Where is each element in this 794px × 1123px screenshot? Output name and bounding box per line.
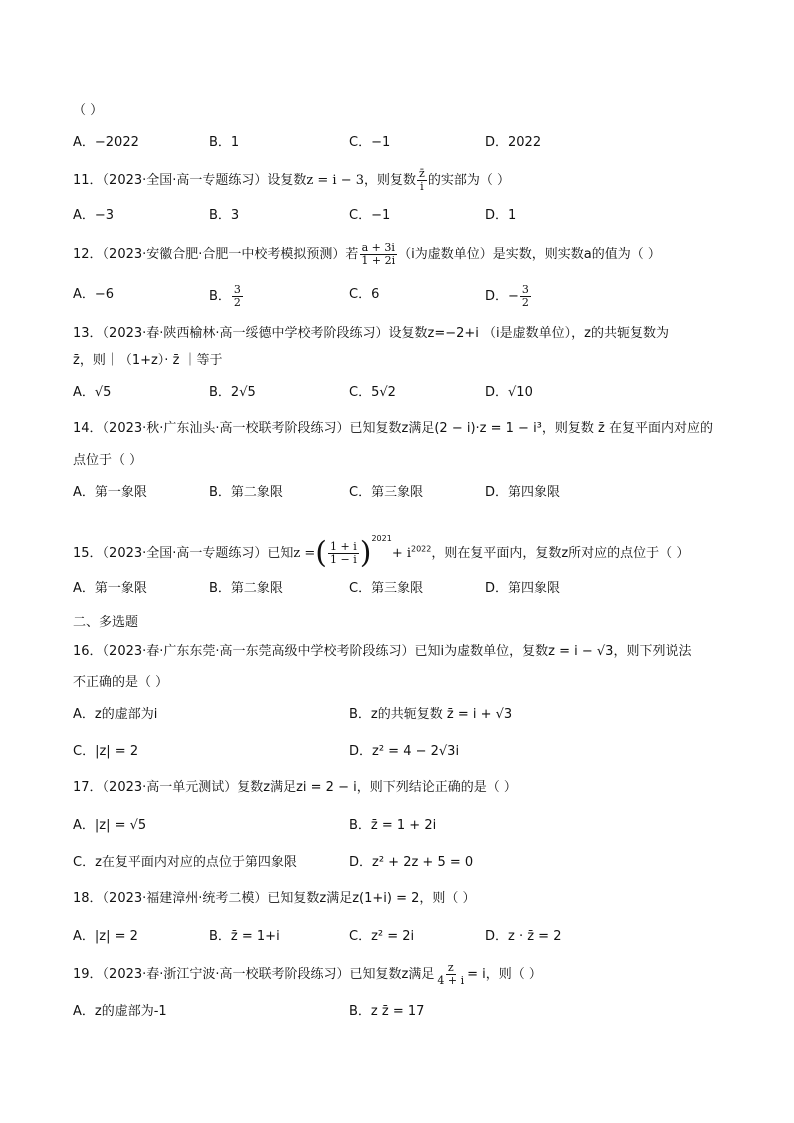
q19-option-b: B．z z̄ = 17 [349, 1004, 425, 1019]
q17-line1: 17．（2023·高一单元测试）复数z满足zi = 2 − i，则下列结论正确的是（ ） [73, 780, 517, 795]
q13-options [73, 382, 753, 404]
q12-option-d [485, 284, 532, 309]
q16-options-row2 [73, 741, 753, 763]
q18-option-b: B．z̄ = 1+i [209, 929, 280, 944]
q10-option-d: D．2022 [485, 135, 542, 150]
q16-option-d: D．z² = 4 − 2√3i [349, 744, 460, 759]
q15-expr-mid: + i [391, 546, 411, 561]
q17-option-c: C．z在复平面内对应的点位于第四象限 [73, 855, 297, 870]
q12-option-d-label: D．− [485, 289, 519, 304]
q15-expr-lhs: z = [293, 546, 316, 561]
q17-option-b: B．z̄ = 1 + 2i [349, 818, 437, 833]
q12-stem-b: （i为虚数单位）是实数，则实数a的值为（ ） [398, 247, 661, 262]
q15-left-paren: ( [315, 535, 327, 571]
q15-stem-b: ，则在复平面内，复数z所对应的点位于（ ） [431, 546, 690, 561]
q10-option-a: A．−2022 [73, 135, 139, 150]
q17-options-row2 [73, 852, 753, 874]
q15-frac-num: 1 + i [330, 540, 357, 553]
q12-option-b-frac [232, 284, 243, 309]
q12-option-b-label: B． [209, 289, 231, 304]
q14-option-d: D．第四象限 [485, 485, 561, 500]
q12-stem-a: 12．（2023·安徽合肥·合肥一中校考模拟预测）若 [73, 247, 359, 262]
q11-stem-a: 11．（2023·全国·高一专题练习）设复数 [73, 173, 307, 188]
q16-line2: 不正确的是（ ） [73, 675, 169, 690]
q13-line1: 13．（2023·春·陕西榆林·高一绥德中学校考阶段练习）设复数z=−2+i （i是虚数单位），z的共轭复数为 [73, 326, 669, 341]
q11-stem-c: 的实部为（ ） [427, 173, 510, 188]
q19-stem-a: 19．（2023·春·浙江宁波·高一校联考阶段练习）已知复数z满足 [73, 967, 435, 982]
q10-option-b: B．1 [209, 135, 240, 150]
q11-expr: z = i − 3 [306, 173, 364, 188]
q17-option-d: D．z² + 2z + 5 = 0 [349, 855, 474, 870]
q13-option-d: D．√10 [485, 385, 533, 400]
q11-option-a: A．−3 [73, 208, 115, 223]
q19-stem-b: = i，则（ ） [467, 967, 542, 982]
q12-frac-den: 1 + 2i [361, 254, 396, 267]
q15-exp1: 2021 [371, 534, 392, 543]
q12-option-d-num: 3 [521, 283, 529, 296]
q11-option-d: D．1 [485, 208, 517, 223]
q16-options-row1 [73, 704, 753, 726]
q18-option-a: A．|z| = 2 [73, 929, 138, 944]
q15-stem-a: 15．（2023·全国·高一专题练习）已知 [73, 546, 294, 561]
q16-option-a: A．z的虚部为i [73, 707, 158, 722]
q14-option-b: B．第二象限 [209, 485, 283, 500]
q10-paren: （ ） [73, 103, 104, 118]
q18-options [73, 926, 753, 948]
q12-option-b-den: 2 [233, 296, 241, 309]
q11-option-c: C．−1 [349, 208, 391, 223]
q15-frac-den: 1 − i [330, 553, 357, 566]
q15-option-a: A．第一象限 [73, 581, 147, 596]
q16-line1: 16．（2023·春·广东东莞·高一东莞高级中学校考阶段练习）已知i为虚数单位，复数z = i − √3，则下列说法 [73, 644, 692, 659]
q12-frac-num: a + 3i [361, 241, 395, 254]
q15-option-b: B．第二象限 [209, 581, 283, 596]
q13-option-c: C．5√2 [349, 385, 396, 400]
q19-frac-den: 4 + i [437, 974, 465, 987]
q17-option-a: A．|z| = √5 [73, 818, 147, 833]
q12-stem [73, 242, 734, 267]
q14-options [73, 482, 753, 504]
q14-option-c: C．第三象限 [349, 485, 424, 500]
q16-option-b: B．z的共轭复数 z̄ = i + √3 [349, 707, 513, 722]
q19-options [73, 1001, 753, 1023]
q15-option-c: C．第三象限 [349, 581, 424, 596]
q12-fraction [359, 242, 397, 267]
q12-option-a: A．−6 [73, 287, 115, 302]
q11-fraction [417, 168, 427, 193]
q12-option-b-num: 3 [233, 283, 241, 296]
q13-line2: z̄，则｜（1+z）· z̄ ｜等于 [73, 353, 223, 368]
q14-line2: 点位于（ ） [73, 453, 143, 468]
q10-option-c: C．−1 [349, 135, 391, 150]
q19-stem [73, 962, 734, 987]
q19-option-a: A．z的虚部为-1 [73, 1004, 167, 1019]
q12-option-b [209, 284, 244, 309]
q13-option-a: A．√5 [73, 385, 112, 400]
q11-stem-b: ，则复数 [364, 173, 417, 188]
q15-right-paren: ) [359, 535, 372, 571]
q11-stem [73, 168, 734, 193]
q12-option-d-den: 2 [521, 296, 529, 309]
q18-line1: 18．（2023·福建漳州·统考二模）已知复数z满足z(1+i) = 2，则（ ） [73, 891, 476, 906]
q12-option-c: C．6 [349, 287, 380, 302]
q15-fraction [328, 541, 359, 566]
q15-exp2: 2022 [411, 544, 432, 554]
q11-frac-num: z̄ [419, 167, 425, 180]
q18-option-d: D．z · z̄ = 2 [485, 929, 562, 944]
section-heading: 二、多选题 [73, 615, 139, 630]
q14-option-a: A．第一象限 [73, 485, 147, 500]
q12-option-d-frac [520, 284, 531, 309]
q11-options [73, 205, 753, 227]
q15-option-d: D．第四象限 [485, 581, 561, 596]
q15-options [73, 578, 753, 600]
q10-options [73, 132, 753, 154]
q11-option-b: B．3 [209, 208, 240, 223]
q19-fraction [435, 962, 466, 987]
q17-options-row1 [73, 815, 753, 837]
q18-option-c: C．z² = 2i [349, 929, 415, 944]
q12-options [73, 284, 753, 310]
q16-option-c: C．|z| = 2 [73, 744, 139, 759]
q11-frac-den: i [420, 180, 424, 193]
q14-line1: 14．（2023·秋·广东汕头·高一校联考阶段练习）已知复数z满足(2 − i)·z = 1 − i³，则复数 z̄ 在复平面内对应的 [73, 421, 713, 436]
q19-frac-num: z [447, 961, 454, 974]
q13-option-b: B．2√5 [209, 385, 256, 400]
q15-stem [73, 522, 734, 571]
